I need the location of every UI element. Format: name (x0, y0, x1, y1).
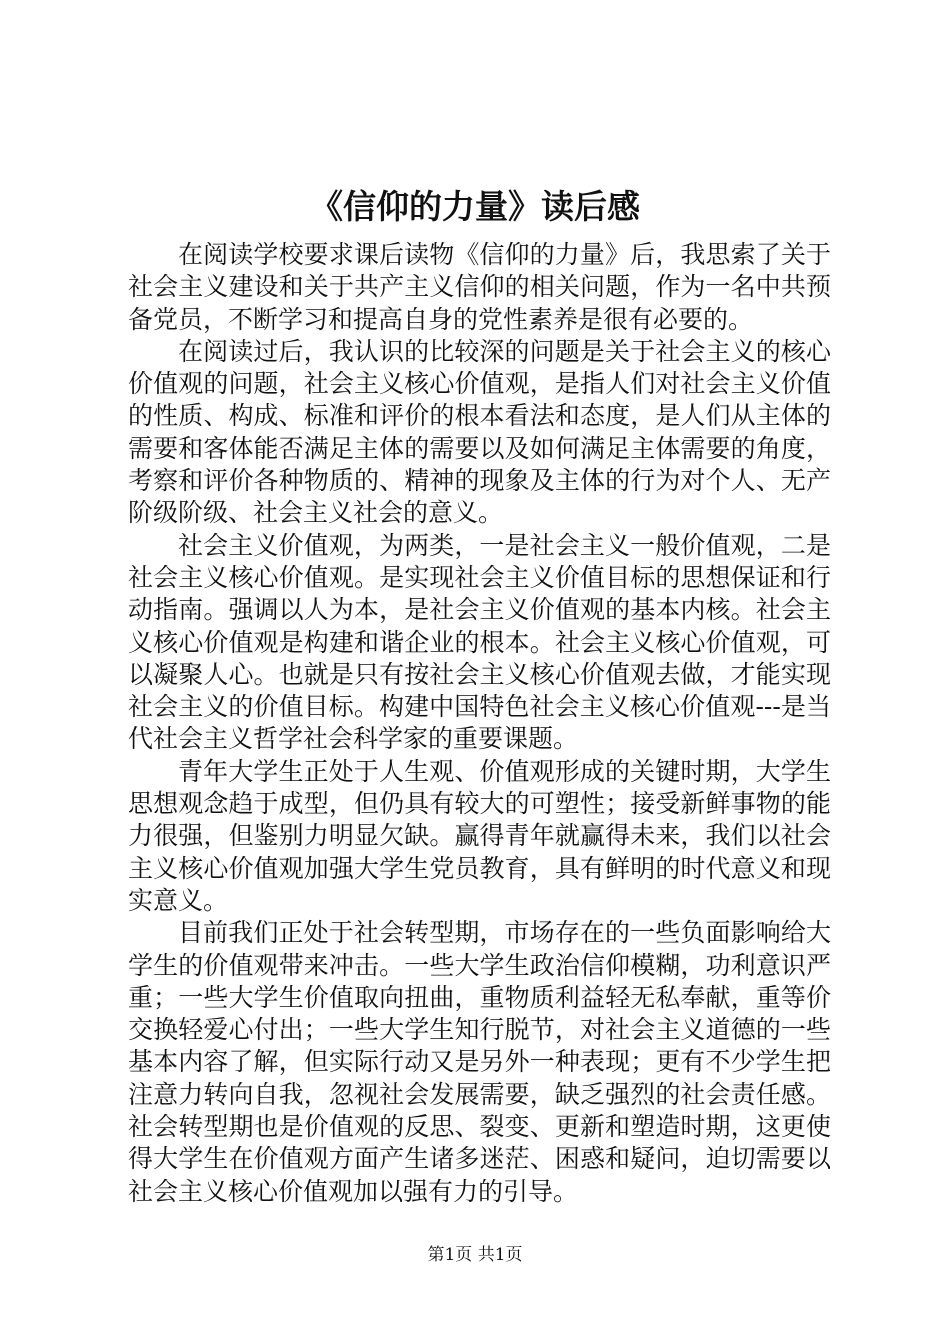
paragraph-2: 在阅读过后，我认识的比较深的问题是关于社会主义的核心价值观的问题，社会主义核心价值观，是指人们对社会主义价值的性质、构成、标准和评价的根本看法和态度，是人们从主体的需要和客体能否满足主体的需要以及如何满足主体需要的角度，考察和评价各种物质的、精神的现象及主体的行为对个人、无产阶级阶级、社会主义社会的意义。 (128, 336, 831, 528)
paragraph-5: 目前我们正处于社会转型期，市场存在的一些负面影响给大学生的价值观带来冲击。一些大学生政治信仰模糊，功利意识严重；一些大学生价值取向扭曲，重物质利益轻无私奉献，重等价交换轻爱心付出；一些大学生知行脱节，对社会主义道德的一些基本内容了解，但实际行动又是另外一种表现；更有不少学生把注意力转向自我，忽视社会发展需要，缺乏强烈的社会责任感。社会转型期也是价值观的反思、裂变、更新和塑造时期，这更使得大学生在价值观方面产生诸多迷茫、困惑和疑问，迫切需要以社会主义核心价值观加以强有力的引导。 (128, 918, 831, 1206)
paragraph-1: 在阅读学校要求课后读物《信仰的力量》后，我思索了关于社会主义建设和关于共产主义信仰的相关问题，作为一名中共预备党员，不断学习和提高自身的党性素养是很有必要的。 (128, 240, 831, 334)
document-title: 《信仰的力量》读后感 (310, 187, 640, 226)
document-body (128, 239, 831, 1208)
page-number-footer: 第1页 共1页 (427, 1245, 523, 1265)
paragraph-3: 社会主义价值观，为两类，一是社会主义一般价值观，二是社会主义核心价值观。是实现社会主义价值目标的思想保证和行动指南。强调以人为本，是社会主义价值观的基本内核。社会主义核心价值观是构建和谐企业的根本。社会主义核心价值观，可以凝聚人心。也就是只有按社会主义核心价值观去做，才能实现社会主义的价值目标。构建中国特色社会主义核心价值观---是当代社会主义哲学社会科学家的重要课题。 (128, 530, 831, 754)
paragraph-4: 青年大学生正处于人生观、价值观形成的关键时期，大学生思想观念趋于成型，但仍具有较大的可塑性；接受新鲜事物的能力很强，但鉴别力明显欠缺。赢得青年就赢得未来，我们以社会主义核心价值观加强大学生党员教育，具有鲜明的时代意义和现实意义。 (128, 756, 831, 915)
